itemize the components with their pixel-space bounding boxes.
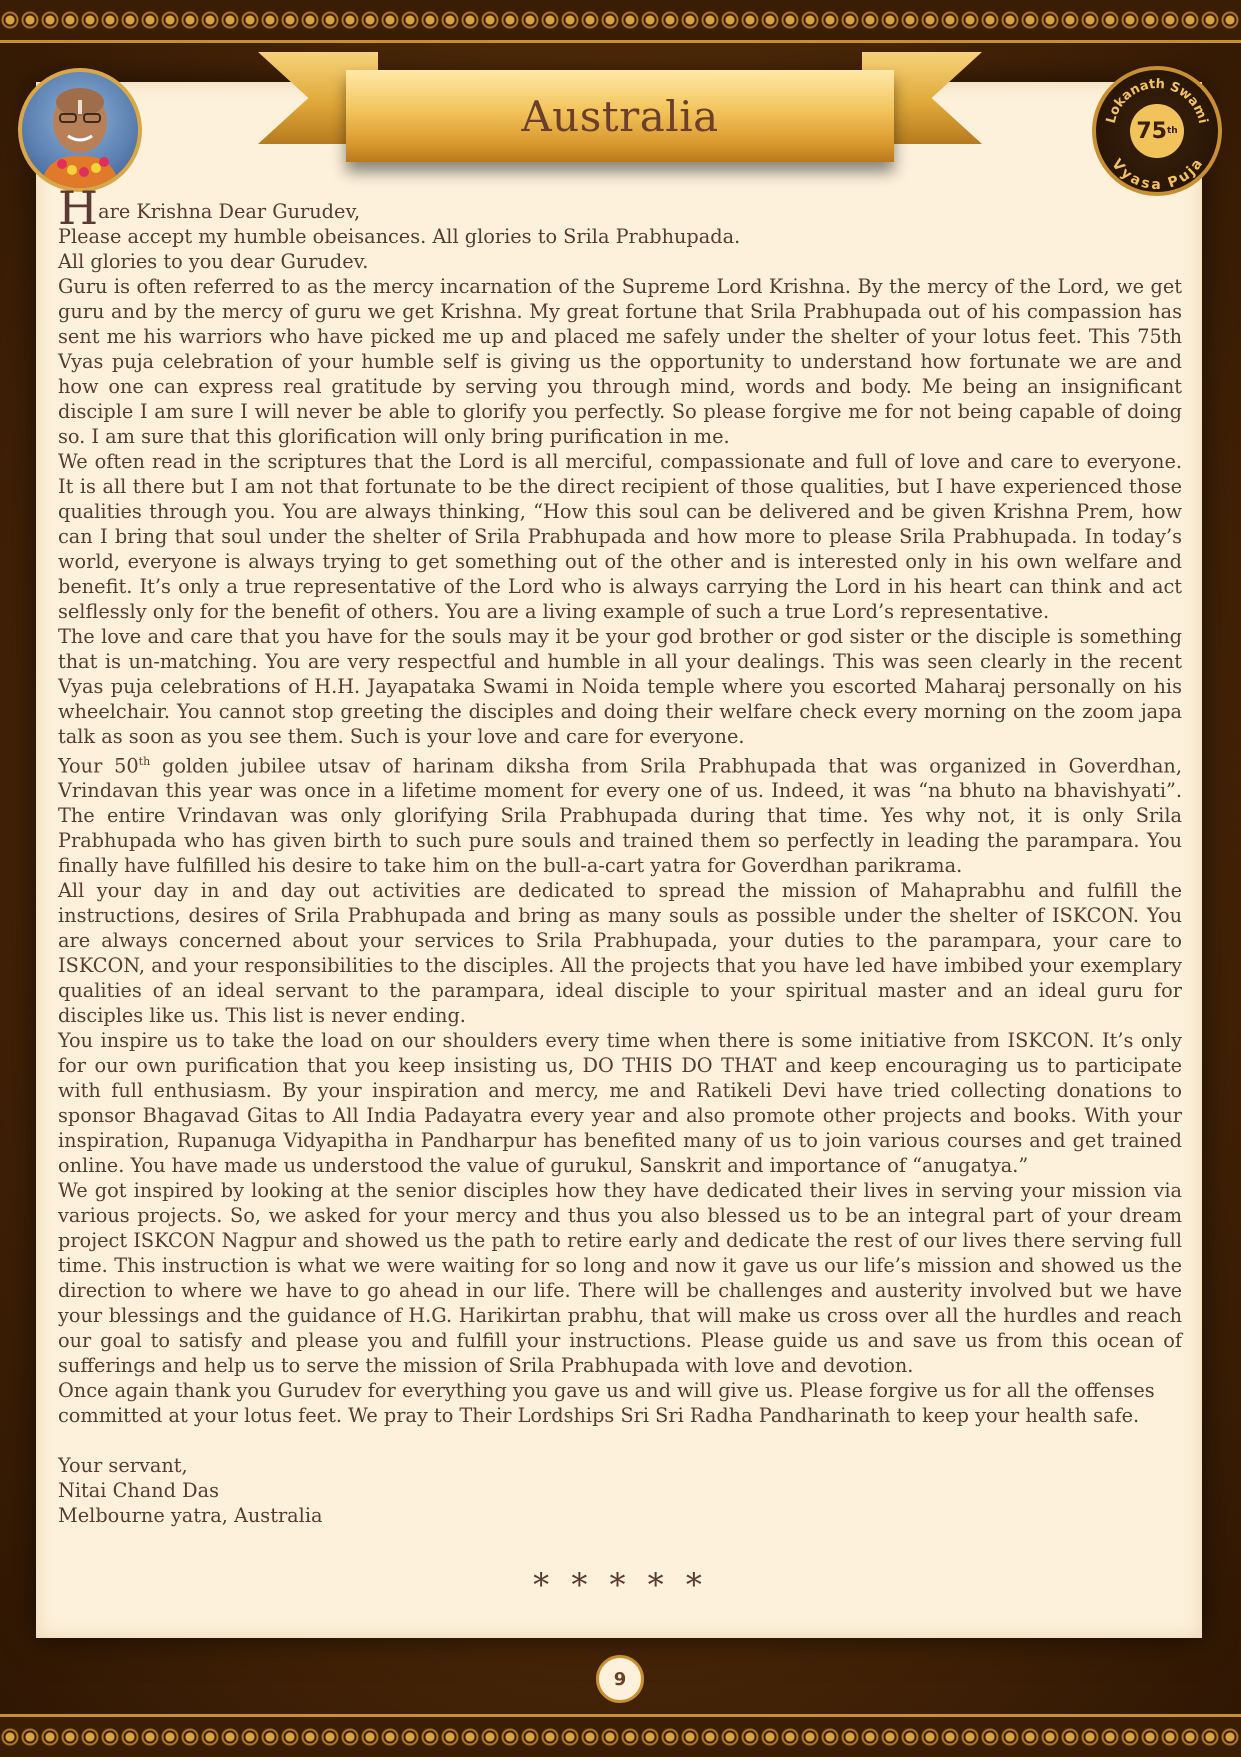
seal-arc-bottom: Vyasa Puja [1108,156,1206,192]
seal-arc-top: Lokanath Swami [1103,76,1211,126]
banner-ribbon-main [346,70,894,162]
salutation [58,181,1182,235]
paragraph: You inspire us to take the load on our shoulders every time when there is some initiative from ISKCON. It’s only for our own purification that you keep insisting us, DO THIS DO THAT and keep encouraging us to participate with full enthusiasm. By your inspiration and mercy, me and Ratikeli Devi have tried collecting donations to sponsor Bhagavad Gitas to All India Padayatra every year and also promote other projects and books. With your inspiration, Rupanuga Vidyapitha in Pandharpur has benefited many of us to join various courses and get trained online. You have made us understood the value of gurukul, Sanskrit and importance of “anugatya.” [58,1029,1182,1178]
portrait-illustration [22,72,138,188]
seal-ordinal: th [1166,126,1178,136]
page-title: Australia [521,91,719,141]
jubilee-text-start: Your 50 [58,754,139,778]
seal-number: 75 [1136,118,1167,144]
signature-block [58,1453,1182,1528]
salutation-text: are Krishna Dear Gurudev, [98,200,361,223]
jubilee-text-rest: golden jubilee utsav of harinam diksha from Srila Prabhupada that was organized in Goverdhan, Vrindavan this year was once in a lifetime moment for every one of us. Indeed, it was “na bhuto na bhavishyati”. The entire Vrindavan was only glorifying Srila Prabhupada during that time. Yes why not, it is only Srila Prabhupada who has given birth to such pure souls and trained them so perfectly in leading the parampara. You finally have fulfilled his desire to take him on the bull-a-cart yatra for Goverdhan parikrama. [58,754,1182,878]
intro-line: All glories to you dear Gurudev. [58,250,369,273]
top-ornament-border [0,0,1241,43]
vyasa-puja-75th-seal [1092,66,1222,196]
seal-center-badge [1130,104,1184,158]
paragraph: Once again thank you Gurudev for everything you gave us and will give us. Please forgive us for all the offenses committed at your lotus feet. We pray to Their Lordships Sri Sri Radha Pandharinath to keep your health safe. [58,1379,1155,1428]
paragraph: All your day in and day out activities are dedicated to spread the mission of Mahaprabhu and fulfill the instructions, desires of Srila Prabhupada and bring as many souls as possible under the shelter of ISKCON. You are always concerned about your services to Srila Prabhupada, your duties to the parampara, your care to ISKCON, and your responsibilities to the disciples. All the projects that you have led have imbibed your exemplary qualities of an ideal servant to the parampara, ideal disciple to your spiritual master and an ideal guru for disciples like us. This list is never ending. [58,879,1182,1028]
intro-line: Please accept my humble obeisances. All glories to Srila Prabhupada. [58,225,741,248]
paragraph: Guru is often referred to as the mercy incarnation of the Supreme Lord Krishna. By the mercy of the Lord, we get guru and by the mercy of guru we get Krishna. My great fortune that Srila Prabhupada out of his compassion has sent me his warriors who have picked me up and placed me safely under the shelter of your lotus feet. This 75th Vyas puja celebration of your humble self is giving us the opportunity to understand how fortunate we are and how one can express real gratitude by serving you through mind, words and body. Me being an insignificant disciple I am sure I will never be able to glorify you perfectly. So please forgive me for not being capable of doing so. I am sure that this glorification will only bring purification in me. [58,275,1182,448]
guru-portrait-photo [18,68,142,192]
title-banner [258,52,982,172]
section-separator: * * * * * [533,1566,708,1604]
paragraph: We often read in the scriptures that the Lord is all merciful, compassionate and full of love and care to everyone. It is all there but I am not that fortunate to be the direct recipient of those qualities, but I have experienced those qualities through you. You are always thinking, “How this soul can be delivered and be given Krishna Prem, how can I bring that soul under the shelter of Srila Prabhupada and how more to please Srila Prabhupada. In today’s world, everyone is always trying to get something out of the other and is interested only in his own welfare and benefit. It’s only a true representative of the Lord who is always carrying the Lord in his heart can think and act selflessly only for the benefit of others. You are a living example of such a true Lord’s representative. [58,450,1182,623]
paragraph: We got inspired by looking at the senior disciples how they have dedicated their lives in serving your mission via various projects. So, we asked for your mercy and thus you also blessed us to be an integral part of your dream project ISKCON Nagpur and showed us the path to retire early and dedicate the rest of our lives there serving full time. This instruction is what we were waiting for so long and now it gave us our life’s mission and showed us the direction to where we have to go ahead in our life. There will be challenges and austerity involved but we have your blessings and the guidance of H.G. Harikirtan prabhu, that will make us cross over all the hurdles and reach our goal to satisfy and please you and fulfill your instructions. Please guide us and save us from this ocean of sufferings and help us to serve the mission of Srila Prabhupada with love and devotion. [58,1179,1182,1378]
letter-body [58,181,1182,1528]
drop-cap: H [58,181,99,235]
signer-location: Melbourne yatra, Australia [58,1504,323,1528]
signer-name: Nitai Chand Das [58,1479,219,1503]
jubilee-superscript: th [138,755,151,768]
page-number: 9 [613,1668,627,1690]
page-number-badge [596,1655,644,1703]
bottom-ornament-border [0,1714,1241,1757]
paragraph: The love and care that you have for the souls may it be your god brother or god sister or the disciple is something that is un-matching. You are very respectful and humble in all your dealings. This was seen clearly in the recent Vyas puja celebrations of H.H. Jayapataka Swami in Noida temple where you escorted Maharaj personally on his wheelchair. You cannot stop greeting the disciples and doing their welfare check every morning on the zoom japa talk as soon as you see them. Such is your love and care for everyone. [58,625,1182,748]
signoff-line: Your servant, [58,1454,188,1478]
paragraph-jubilee [58,749,1182,878]
svg-text:Vyasa Puja [1108,156,1206,192]
